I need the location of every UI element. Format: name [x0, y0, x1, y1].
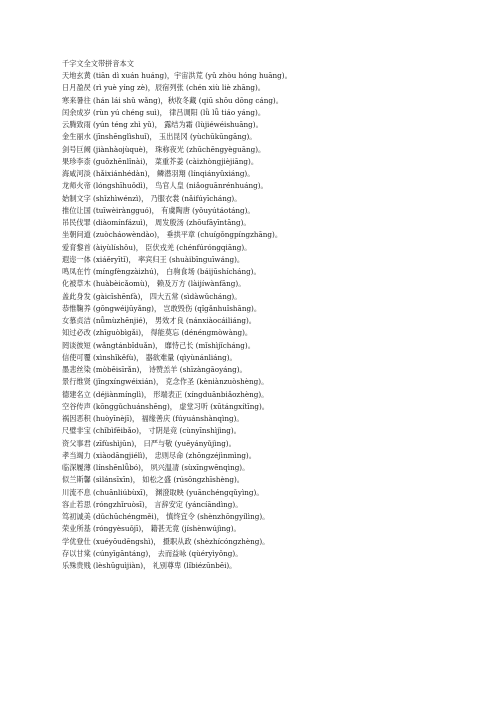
verse-line: 吊民伐罪 (diàomínfázuì)， 周发殷汤 (zhōufāyīntāng)。: [62, 218, 251, 228]
verse-line: 川流不息 (chuānliúbùxī)， 渊澄取映 (yuānchéngqǔyìng)。: [62, 487, 264, 497]
verse-line: 存以甘棠 (cúnyǐgāntáng)， 去而益咏 (qùéryìyǒng)。: [62, 548, 243, 558]
verse-line: 罔谈彼短 (wǎngtánbǐduǎn)， 靡恃己长 (mǐshìjǐcháng)。: [62, 340, 255, 350]
verse-line: 信使可覆 (xìnshǐkěfù)， 器欲难量 (qìyùnánliáng)。: [62, 352, 237, 362]
verse-line: 尺璧非宝 (chǐbìfēibǎo)， 寸阴是竞 (cùnyīnshìjìng)。: [62, 426, 241, 436]
verse-line: 德建名立 (déjiànmínglì)， 形端表正 (xíngduānbiǎozhèng)。: [62, 389, 269, 399]
verse-line: 盖此身发 (gàicǐshēnfà)， 四大五常 (sìdàwǔcháng)。: [62, 291, 242, 301]
verse-line: 龙师火帝 (lóngshīhuǒdì)， 鸟官人皇 (niǎoguānrénhuáng)。: [62, 181, 268, 191]
verse-line: 景行维贤 (jǐngxíngwéixián)， 克念作圣 (kèniànzuòshèng)。: [62, 377, 269, 387]
verse-line: 资父事君 (zīfùshìjūn)， 曰严与敬 (yuēyányǔjìng)。: [62, 438, 236, 448]
verse-list: [62, 70, 462, 572]
verse-line: 闰余成岁 (rùn yú chéng suì)， 律吕调阳 (lǜ lǚ tiáo yáng)。: [62, 107, 266, 117]
verse-line: 恭惟鞠养 (gōngwéijūyǎng)， 岂敢毁伤 (qǐgǎnhuǐshāng)。: [62, 303, 262, 313]
document-title: 千字文全文带拼音本文: [62, 59, 134, 68]
verse-line: 孝当竭力 (xiàodāngjiélì)， 忠则尽命 (zhōngzéjìnmìng)。: [62, 450, 256, 460]
verse-line: 临深履薄 (línshēnlǚbó)， 夙兴温凊 (sùxīngwēnqìng)。: [62, 463, 250, 473]
verse-line: 始制文字 (shǐzhìwénzì)， 乃服衣裳 (nǎifúyīcháng)。: [62, 193, 242, 203]
verse-line: 果珍李柰 (guǒzhēnlǐnài)， 菜重芥姜 (càizhòngjièjiāng)。: [62, 156, 259, 166]
verse-line: 坐朝问道 (zuòcháowèndào)， 垂拱平章 (chuígǒngpíngzhāng)。: [62, 230, 283, 240]
verse-line: 天地玄黄 (tiān dì xuán huáng)，宇宙洪荒 (yǔ zhòu hóng huāng)。: [62, 71, 292, 81]
verse-line: 日月盈昃 (rì yuè yíng zè)，辰宿列张 (chén xiù liè zhāng)。: [62, 83, 265, 93]
verse-line: 遐迩一体 (xiáěryītǐ)， 率宾归王 (shuàibīnguīwáng)。: [62, 254, 245, 264]
verse-line: 化被草木 (huàbèicǎomù)， 赖及万方 (làijíwànfāng)。: [62, 279, 246, 289]
verse-line: 推位让国 (tuīwèiràngguó)， 有虞陶唐 (yǒuyútáotáng)。: [62, 205, 255, 215]
verse-line: 云腾致雨 (yún téng zhì yǔ)， 露结为霜 (lùjiéwéishuāng)。: [62, 120, 263, 130]
verse-line: 学优登仕 (xuéyōudēngshì)， 摄职从政 (shèzhícóngzhèng)。: [62, 536, 270, 546]
verse-line: 墨悲丝染 (mòbēisīrǎn)， 诗赞羔羊 (shīzàngāoyáng)。: [62, 365, 247, 375]
verse-line: 荣业所基 (róngyèsuǒjī)， 籍甚无竟 (jíshènwújìng)。: [62, 524, 241, 534]
verse-line: 笃初诚美 (dǔchūchéngměi)， 慎终宜令 (shènzhōngyílìng)。: [62, 512, 270, 522]
verse-line: 乐殊贵贱 (lèshūguìjiàn)， 礼别尊卑 (lǐbiézūnbēi)。: [62, 561, 237, 571]
verse-line: 似兰斯馨 (sìlánsīxīn)， 如松之盛 (rúsōngzhīshèng)。: [62, 475, 244, 485]
verse-line: 剑号巨阙 (jiànhàojùquè)， 珠称夜光 (zhūchēngyèguāng)。: [62, 144, 266, 154]
verse-line: 知过必改 (zhīguòbìgǎi)， 得能莫忘 (dénéngmòwàng)。: [62, 328, 253, 338]
verse-line: 祸因恶积 (huòyīnèjī)， 福缘善庆 (fúyuánshànqìng)。: [62, 414, 244, 424]
verse-line: 海咸河淡 (hǎixiánhédàn)， 鳞潜羽翔 (línqiányǔxiáng)。: [62, 169, 255, 179]
verse-line: 爱育黎首 (àiyùlíshǒu)， 臣伏戎羌 (chénfúróngqiāng)。: [62, 242, 252, 252]
verse-line: 空谷传声 (kōnggǔchuánshēng)， 虚堂习听 (xūtángxítīng)。: [62, 401, 269, 411]
verse-line: 容止若思 (róngzhǐruòsī)， 言辞安定 (yáncíāndìng)。: [62, 499, 243, 509]
verse-line: 鸣凤在竹 (míngfèngzàizhú)， 白驹食场 (báijūshícháng)。: [62, 267, 261, 277]
verse-line: 女慕贞洁 (nǚmùzhēnjié)， 男效才良 (nánxiàocáiliáng)。: [62, 316, 256, 326]
verse-line: 金生丽水 (jīnshēnglìshuǐ)， 玉出昆冈 (yùchūkūngāng)。: [62, 132, 257, 142]
document-page: [62, 58, 462, 572]
verse-line: 寒来暑往 (hán lái shǔ wǎng)，秋收冬藏 (qiū shōu dōng cáng)。: [62, 95, 283, 105]
